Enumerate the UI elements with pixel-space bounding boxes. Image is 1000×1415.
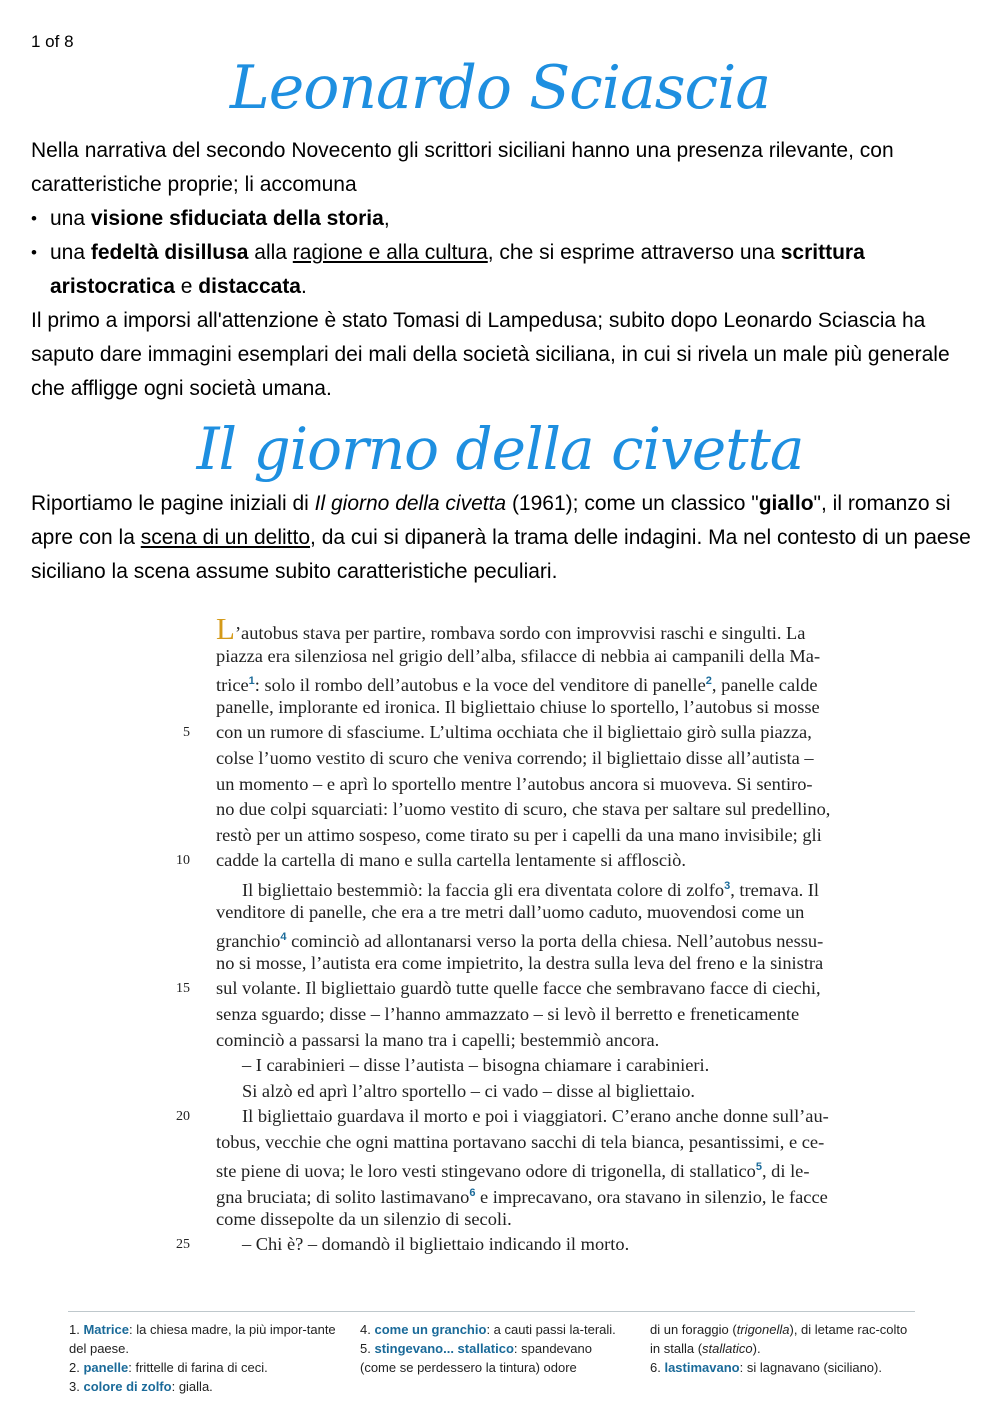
footnote-continued: di un foraggio (trigonella), di letame rac-colto in stalla (stallatico). [650,1322,908,1356]
excerpt-line: no si mosse, l’autista era come impietrito, la destra sulla leva del freno e la sinistra [216,952,824,973]
excerpt-line: trice$^1$: solo il rombo dell’autobus e la voce del venditore di panelle$^2$, panelle calde [216,675,818,696]
footnotes-divider [68,1311,915,1312]
footnote-ref: 3 [724,879,731,892]
excerpt-line: – I carabinieri – disse l’autista – bisogna chiamare i carabinieri. [242,1055,710,1076]
footnote: 4. come un granchio: a cauti passi la-terali. [360,1322,616,1337]
bold-text: giallo [758,492,814,515]
bold-text: distaccata [198,275,301,298]
excerpt-line: venditore di panelle, che era a tre metri dall’uomo caduto, muovendosi come un [216,901,805,922]
underlined-text: scena di un delitto [140,526,311,549]
footnote: 2. panelle: frittelle di farina di ceci. [69,1360,268,1375]
footnote-ref: 4 [280,931,287,944]
bullet-item: • una visione sfiduciata della storia, [31,202,976,236]
excerpt-line: un momento – e aprì lo sportello mentre l’autobus ancora si muoveva. Si sentiro- [216,773,813,794]
excerpt-line: come dissepolte da un silenzio di secoli. [216,1208,512,1229]
footnote: 3. colore di zolfo: gialla. [69,1379,213,1394]
excerpt-line: Il bigliettaio bestemmiò: la faccia gli era diventata colore di zolfo$^3$, tremava. Il [242,879,820,901]
excerpt-line: 10 cadde la cartella di mano e sulla cartella lentamente si afflosciò. [160,848,920,874]
bold-text: fedeltà disillusa [90,241,249,264]
novel-title: Il giorno della civetta [196,415,804,483]
author-title: Leonardo Sciascia [229,53,771,123]
drop-cap: L [216,618,235,646]
line-number: 15 [176,981,190,997]
footnotes-column [650,1320,918,1377]
line-number: 20 [176,1109,190,1125]
excerpt-line: colse l’uomo vestito di scuro che veniva correndo; il bigliettaio disse all’autista – [216,747,814,768]
excerpt-line: restò per un attimo sospeso, come tirato su per i capelli da una mano invisibile; gli [216,824,822,845]
excerpt-line: tobus, vecchie che ogni mattina portavano sacchi di tela bianca, pesantissimi, e ce- [216,1131,825,1152]
underlined-text: ragione e alla cultura [292,241,488,264]
intro-paragraph: Nella narrativa del secondo Novecento gli scrittori siciliani hanno una presenza rilevante, con caratteristiche proprie; li accomuna [31,139,894,196]
intro-paragraph: Riportiamo le pagine iniziali di Il giorno della civetta (1961); come un classico "giallo", il romanzo si apre con la scena di un delitto, da cui si dipanerà la trama delle indagini. Ma nel contesto di un paese siciliano la scena assume subito caratteristiche peculiari. [31,492,971,583]
footnote: 6. lastimavano: si lagnavano (siciliano). [650,1360,882,1375]
excerpt-line: piazza era silenziosa nel grigio dell’alba, sfilacce di nebbia ai campanili della Ma- [216,645,821,666]
excerpt-line: 5 con un rumore di sfasciume. L’ultima occhiata che il bigliettaio girò sulla piazza, [160,720,920,746]
footnotes-column [69,1320,341,1396]
footnotes-column [360,1320,630,1377]
excerpt-line: 20 Il bigliettaio guardava il morto e poi i viaggiatori. C’erano anche donne sull’au- [160,1104,920,1130]
excerpt-line: L’autobus stava per partire, rombava sordo con improvvisi raschi e singulti. La [160,618,920,644]
bullet-list [31,202,976,304]
excerpt-line: cominciò a passarsi la mano tra i capelli; bestemmiò ancora. [216,1029,660,1050]
excerpt-line: ste piene di uova; le loro vesti stingevano odore di trigonella, di stallatico$^5$, di le- [216,1161,810,1182]
line-number: 5 [183,725,190,741]
excerpt-line: gna bruciata; di solito lastimavano$^6$ e imprecavano, ora stavano in silenzio, le facce [216,1187,828,1208]
excerpt-line: no due colpi squarciati: l’uomo vestito di scuro, che stava per saltare sul predellino, [216,799,831,820]
line-number: 10 [176,853,190,869]
excerpt-line: senza sguardo; disse – l’hanno ammazzato – si levò il berretto e freneticamente [216,1003,800,1024]
excerpt-line: 25 – Chi è? – domandò il bigliettaio indicando il morto. [160,1232,920,1258]
bullet-item: • una fedeltà disillusa alla ragione e alla cultura, che si esprime attraverso una scrittura aristocratica e distaccata. [31,236,976,304]
novel-intro [31,487,976,589]
excerpt-line: granchio$^4$ cominciò ad allontanarsi verso la porta della chiesa. Nell’autobus nessu- [216,931,824,952]
footnote: 5. stingevano... stallatico: spandevano (come se perdessero la tintura) odore [360,1341,592,1375]
excerpt-line: 15 sul volante. Il bigliettaio guardò tutte quelle facce che sembravano facce di ciechi, [160,976,920,1002]
excerpt-line: Si alzò ed aprì l’altro sportello – ci vado – disse al bigliettaio. [242,1080,696,1101]
intro-paragraph: Il primo a imporsi all'attenzione è stato Tomasi di Lampedusa; subito dopo Leonardo Sciascia ha saputo dare immagini esemplari dei mali della società siciliana, in cui si rivela un male più generale che affligge ogni società umana. [31,309,950,400]
footnote-ref: 6 [469,1187,476,1200]
italic-title: Il giorno della civetta [314,492,507,515]
line-number: 25 [176,1237,190,1253]
footnote-ref: 2 [705,675,712,688]
bold-text: visione sfiduciata della storia [90,207,384,230]
footnote-ref: 5 [755,1161,762,1174]
excerpt-line: panelle, implorante ed ironica. Il bigliettaio chiuse lo sportello, l’autobus si mosse [216,696,820,717]
page-number: 1 of 8 [31,32,74,51]
bold-text: scrittura aristocratica [50,241,865,298]
footnote: 1. Matrice: la chiesa madre, la più impor-tante del paese. [69,1322,336,1356]
footnote-ref: 1 [248,675,255,688]
novel-excerpt [160,618,920,1258]
author-intro [31,134,976,406]
